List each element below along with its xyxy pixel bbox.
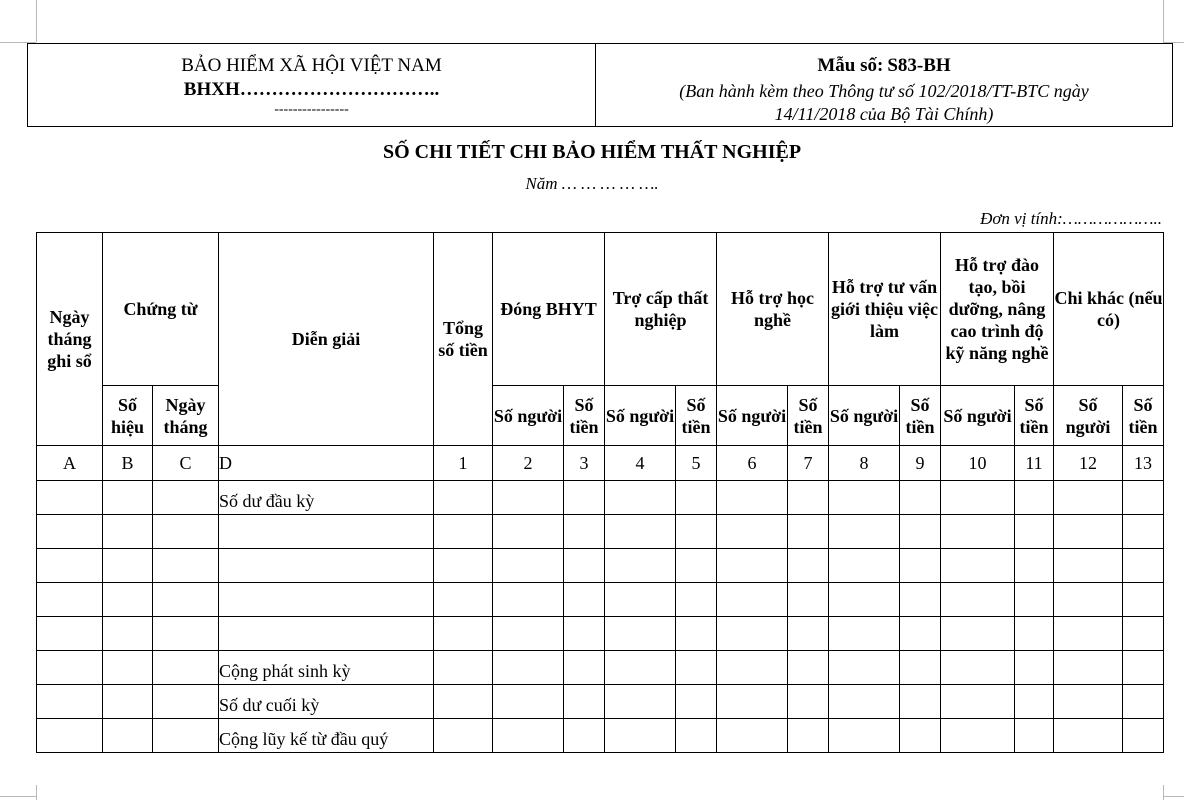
ledger-cell bbox=[1123, 617, 1164, 651]
col-total-header: Tổng số tiền bbox=[434, 233, 493, 446]
crop-mark-bottom-left bbox=[0, 796, 36, 797]
ledger-row bbox=[37, 549, 1164, 583]
ledger-cell bbox=[717, 583, 788, 617]
row-label bbox=[219, 583, 434, 617]
year-line: Năm … … … … …. bbox=[525, 174, 659, 193]
ledger-cell bbox=[829, 583, 900, 617]
code-cell: 12 bbox=[1054, 446, 1123, 481]
ledger-cell bbox=[788, 549, 829, 583]
ledger-cell bbox=[103, 617, 153, 651]
ledger-cell bbox=[103, 481, 153, 515]
code-cell: 4 bbox=[605, 446, 676, 481]
ledger-cell bbox=[103, 719, 153, 753]
code-cell: 13 bbox=[1123, 446, 1164, 481]
form-number: S83-BH bbox=[887, 55, 951, 76]
ledger-cell bbox=[1015, 515, 1054, 549]
ledger-cell bbox=[900, 515, 941, 549]
ledger-cell bbox=[717, 651, 788, 685]
ledger-cell bbox=[605, 651, 676, 685]
ledger-cell bbox=[829, 617, 900, 651]
ledger-cell bbox=[564, 549, 605, 583]
code-row bbox=[37, 446, 1164, 481]
crop-mark-top-left bbox=[36, 0, 37, 42]
ledger-cell bbox=[1054, 515, 1123, 549]
ledger-row bbox=[37, 481, 1164, 515]
ledger-cell bbox=[1054, 549, 1123, 583]
ledger-cell bbox=[37, 685, 103, 719]
ledger-cell bbox=[1123, 515, 1164, 549]
code-cell: 9 bbox=[900, 446, 941, 481]
ledger-cell bbox=[1015, 617, 1054, 651]
ledger-cell bbox=[564, 481, 605, 515]
code-cell: 10 bbox=[941, 446, 1015, 481]
ledger-cell bbox=[676, 481, 717, 515]
ledger-cell bbox=[434, 719, 493, 753]
ledger-cell bbox=[900, 651, 941, 685]
sub-money-header: Số tiền bbox=[1015, 386, 1054, 446]
ledger-cell bbox=[1123, 651, 1164, 685]
header-row bbox=[37, 233, 1164, 386]
code-cell: 7 bbox=[788, 446, 829, 481]
ledger-cell bbox=[717, 515, 788, 549]
ledger-cell bbox=[434, 549, 493, 583]
ledger-cell bbox=[434, 583, 493, 617]
ledger-cell bbox=[788, 583, 829, 617]
ledger-cell bbox=[676, 583, 717, 617]
ledger-cell bbox=[1054, 651, 1123, 685]
code-cell: 2 bbox=[493, 446, 564, 481]
ledger-cell bbox=[1015, 549, 1054, 583]
ledger-row bbox=[37, 515, 1164, 549]
ledger-cell bbox=[941, 617, 1015, 651]
agency-dash: ---------------- bbox=[274, 102, 349, 117]
ledger-cell bbox=[605, 515, 676, 549]
col-desc-header: Diễn giải bbox=[219, 233, 434, 446]
ledger-cell bbox=[1123, 549, 1164, 583]
row-label bbox=[219, 515, 434, 549]
ledger-cell bbox=[493, 549, 564, 583]
agency-name: BẢO HIỂM XÃ HỘI VIỆT NAM bbox=[181, 55, 442, 76]
ledger-cell bbox=[434, 481, 493, 515]
crop-mark-bottom-left bbox=[36, 785, 37, 800]
ledger-cell bbox=[941, 549, 1015, 583]
ledger-cell bbox=[564, 617, 605, 651]
ledger-cell bbox=[941, 651, 1015, 685]
ledger-cell bbox=[717, 719, 788, 753]
unit-line: Đơn vị tính:……………….. bbox=[980, 209, 1162, 228]
code-cell: C bbox=[153, 446, 219, 481]
code-cell: 6 bbox=[717, 446, 788, 481]
ledger-cell bbox=[1054, 583, 1123, 617]
row-label: Cộng phát sinh kỳ bbox=[219, 651, 434, 685]
ledger-cell bbox=[434, 515, 493, 549]
group-header: Hỗ trợ tư vấn giới thiệu việc làm bbox=[829, 233, 941, 386]
code-cell: A bbox=[37, 446, 103, 481]
ledger-cell bbox=[1123, 481, 1164, 515]
ledger-cell bbox=[564, 685, 605, 719]
form-label: Mẫu số: bbox=[817, 55, 884, 76]
sub-people-header: Số người bbox=[717, 386, 788, 446]
ledger-cell bbox=[493, 719, 564, 753]
ledger-cell bbox=[37, 719, 103, 753]
ledger-cell bbox=[829, 719, 900, 753]
ledger-cell bbox=[829, 481, 900, 515]
ledger-row bbox=[37, 617, 1164, 651]
form-info-box bbox=[595, 43, 1173, 127]
ledger-cell bbox=[564, 583, 605, 617]
row-label bbox=[219, 549, 434, 583]
agency-branch: BHXH………………………….. bbox=[183, 79, 440, 100]
ledger-cell bbox=[493, 617, 564, 651]
ledger-cell bbox=[829, 515, 900, 549]
sub-money-header: Số tiền bbox=[900, 386, 941, 446]
ledger-cell bbox=[788, 651, 829, 685]
ledger-cell bbox=[829, 685, 900, 719]
col-voucher-no-header: Số hiệu bbox=[103, 386, 153, 446]
crop-mark-bottom-right bbox=[1163, 796, 1184, 797]
ledger-cell bbox=[900, 719, 941, 753]
ledger-cell bbox=[605, 583, 676, 617]
sub-people-header: Số người bbox=[829, 386, 900, 446]
ledger-cell bbox=[564, 719, 605, 753]
ledger-cell bbox=[103, 651, 153, 685]
ledger-cell bbox=[717, 549, 788, 583]
row-label: Cộng lũy kế từ đầu quý bbox=[219, 719, 434, 753]
ledger-cell bbox=[103, 583, 153, 617]
ledger-cell bbox=[676, 549, 717, 583]
ledger-cell bbox=[153, 651, 219, 685]
sub-money-header: Số tiền bbox=[788, 386, 829, 446]
ledger-body bbox=[37, 481, 1164, 753]
ledger-cell bbox=[1123, 685, 1164, 719]
ledger-cell bbox=[153, 617, 219, 651]
ledger-cell bbox=[153, 515, 219, 549]
ledger-cell bbox=[1054, 617, 1123, 651]
ledger-cell bbox=[717, 481, 788, 515]
form-note-line2: 14/11/2018 của Bộ Tài Chính) bbox=[774, 104, 994, 124]
ledger-cell bbox=[493, 583, 564, 617]
col-date-header: Ngày tháng ghi sổ bbox=[37, 233, 103, 446]
ledger-cell bbox=[493, 481, 564, 515]
ledger-cell bbox=[788, 515, 829, 549]
ledger-cell bbox=[676, 719, 717, 753]
ledger-cell bbox=[37, 617, 103, 651]
ledger-cell bbox=[1054, 719, 1123, 753]
ledger-cell bbox=[900, 617, 941, 651]
ledger-cell bbox=[788, 481, 829, 515]
ledger-cell bbox=[941, 515, 1015, 549]
ledger-cell bbox=[788, 617, 829, 651]
ledger-cell bbox=[103, 685, 153, 719]
code-cell: B bbox=[103, 446, 153, 481]
ledger-cell bbox=[153, 719, 219, 753]
ledger-table bbox=[36, 232, 1164, 753]
ledger-row bbox=[37, 651, 1164, 685]
ledger-cell bbox=[153, 549, 219, 583]
ledger-cell bbox=[676, 651, 717, 685]
group-header: Chi khác (nếu có) bbox=[1054, 233, 1164, 386]
ledger-cell bbox=[605, 617, 676, 651]
ledger-cell bbox=[605, 685, 676, 719]
ledger-cell bbox=[37, 515, 103, 549]
col-voucher-header: Chứng từ bbox=[103, 233, 219, 386]
ledger-cell bbox=[829, 549, 900, 583]
ledger-cell bbox=[37, 481, 103, 515]
sub-people-header: Số người bbox=[1054, 386, 1123, 446]
ledger-cell bbox=[605, 549, 676, 583]
code-cell: 8 bbox=[829, 446, 900, 481]
ledger-cell bbox=[1015, 719, 1054, 753]
ledger-cell bbox=[434, 651, 493, 685]
agency-box bbox=[27, 43, 596, 127]
sub-people-header: Số người bbox=[605, 386, 676, 446]
ledger-cell bbox=[1015, 685, 1054, 719]
ledger-cell bbox=[37, 549, 103, 583]
ledger-cell bbox=[900, 481, 941, 515]
ledger-cell bbox=[941, 583, 1015, 617]
ledger-cell bbox=[676, 515, 717, 549]
ledger-cell bbox=[1015, 481, 1054, 515]
ledger-cell bbox=[788, 719, 829, 753]
sub-people-header: Số người bbox=[493, 386, 564, 446]
ledger-cell bbox=[900, 685, 941, 719]
crop-mark-top-right bbox=[1163, 0, 1164, 42]
ledger-cell bbox=[153, 583, 219, 617]
group-header: Trợ cấp thất nghiệp bbox=[605, 233, 717, 386]
ledger-cell bbox=[493, 651, 564, 685]
row-label: Số dư đầu kỳ bbox=[219, 481, 434, 515]
ledger-cell bbox=[434, 617, 493, 651]
code-cell: 11 bbox=[1015, 446, 1054, 481]
ledger-row bbox=[37, 719, 1164, 753]
form-number-line bbox=[596, 55, 1172, 77]
ledger-cell bbox=[153, 685, 219, 719]
row-label: Số dư cuối kỳ bbox=[219, 685, 434, 719]
ledger-cell bbox=[829, 651, 900, 685]
subheader-row bbox=[37, 386, 1164, 446]
form-note-line1: (Ban hành kèm theo Thông tư số 102/2018/TT-BTC ngày bbox=[679, 81, 1089, 101]
group-header: Hỗ trợ học nghề bbox=[717, 233, 829, 386]
ledger-cell bbox=[37, 651, 103, 685]
ledger-cell bbox=[493, 515, 564, 549]
ledger-cell bbox=[434, 685, 493, 719]
ledger-cell bbox=[153, 481, 219, 515]
ledger-cell bbox=[676, 617, 717, 651]
code-cell: 1 bbox=[434, 446, 493, 481]
ledger-cell bbox=[37, 583, 103, 617]
group-header: Đóng BHYT bbox=[493, 233, 605, 386]
ledger-cell bbox=[717, 685, 788, 719]
ledger-cell bbox=[103, 515, 153, 549]
ledger-row bbox=[37, 583, 1164, 617]
group-header: Hỗ trợ đào tạo, bồi dưỡng, nâng cao trình độ kỹ năng nghề bbox=[941, 233, 1054, 386]
ledger-cell bbox=[900, 549, 941, 583]
sub-people-header: Số người bbox=[941, 386, 1015, 446]
ledger-cell bbox=[941, 481, 1015, 515]
sub-money-header: Số tiền bbox=[1123, 386, 1164, 446]
ledger-cell bbox=[676, 685, 717, 719]
crop-mark-bottom-right bbox=[1163, 785, 1164, 800]
ledger-cell bbox=[1015, 583, 1054, 617]
ledger-cell bbox=[1054, 685, 1123, 719]
ledger-cell bbox=[1054, 481, 1123, 515]
ledger-cell bbox=[564, 651, 605, 685]
ledger-cell bbox=[605, 719, 676, 753]
ledger-cell bbox=[1123, 583, 1164, 617]
code-cell: 5 bbox=[676, 446, 717, 481]
ledger-cell bbox=[788, 685, 829, 719]
ledger-cell bbox=[941, 685, 1015, 719]
ledger-cell bbox=[941, 719, 1015, 753]
ledger-cell bbox=[103, 549, 153, 583]
col-voucher-date-header: Ngày tháng bbox=[153, 386, 219, 446]
ledger-row bbox=[37, 685, 1164, 719]
ledger-cell bbox=[1123, 719, 1164, 753]
ledger-cell bbox=[564, 515, 605, 549]
ledger-cell bbox=[493, 685, 564, 719]
form-note bbox=[596, 80, 1172, 126]
document-title: SỐ CHI TIẾT CHI BẢO HIỂM THẤT NGHIỆP bbox=[382, 141, 802, 163]
ledger-cell bbox=[1015, 651, 1054, 685]
ledger-cell bbox=[900, 583, 941, 617]
ledger-cell bbox=[605, 481, 676, 515]
sub-money-header: Số tiền bbox=[564, 386, 605, 446]
code-cell: D bbox=[219, 446, 434, 481]
row-label bbox=[219, 617, 434, 651]
code-cell: 3 bbox=[564, 446, 605, 481]
sub-money-header: Số tiền bbox=[676, 386, 717, 446]
ledger-cell bbox=[717, 617, 788, 651]
